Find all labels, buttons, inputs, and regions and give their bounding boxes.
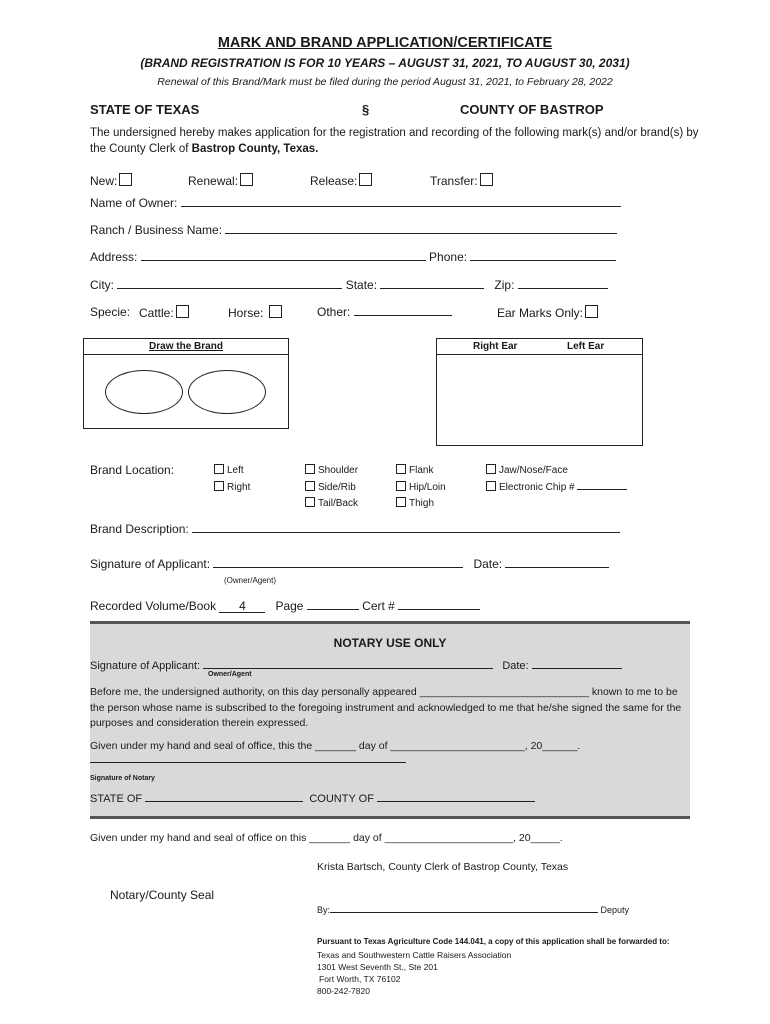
loc-right[interactable] xyxy=(214,481,250,493)
transfer-checkbox[interactable] xyxy=(480,173,493,186)
new-checkbox[interactable] xyxy=(119,173,132,186)
brand-oval-left xyxy=(105,370,183,414)
horse-label: Horse: xyxy=(228,306,264,320)
loc-left-label: Left xyxy=(227,465,244,476)
address-row xyxy=(90,250,616,264)
loc-flank-checkbox[interactable] xyxy=(396,464,406,474)
loc-shoulder[interactable] xyxy=(305,464,358,476)
loc-side-rib-label: Side/Rib xyxy=(318,482,356,493)
loc-thigh-checkbox[interactable] xyxy=(396,497,406,507)
phone-field[interactable] xyxy=(470,250,616,261)
pursuant-note: Pursuant to Texas Agriculture Code 144.041, a copy of this application shall be forwarded to: xyxy=(317,937,670,946)
notary-sig-field[interactable] xyxy=(203,658,493,669)
loc-left[interactable] xyxy=(214,464,244,476)
notary-county-field[interactable] xyxy=(377,791,535,802)
notary-state-field[interactable] xyxy=(145,791,303,802)
intro-county: Bastrop County, Texas. xyxy=(191,142,319,155)
notary-before-me: Before me, the undersigned authority, on this day personally appeared _____________________________ known to me to be the person whose name is subscribed to the foregoing instrument and acknowledged to me that he/she signed the same for the purposes and consideration therein expressed. xyxy=(90,686,682,729)
state-heading: STATE OF TEXAS xyxy=(90,102,200,117)
renewal-label: Renewal: xyxy=(188,174,239,188)
specie-label: Specie: xyxy=(90,305,131,319)
notary-date-label: Date: xyxy=(502,660,529,672)
signature-row xyxy=(90,557,609,571)
loc-jaw-checkbox[interactable] xyxy=(486,464,496,474)
loc-tail-back[interactable] xyxy=(305,497,358,509)
new-label: New: xyxy=(90,174,118,188)
owner-label: Name of Owner: xyxy=(90,196,178,210)
county-heading: COUNTY OF BASTROP xyxy=(460,102,604,117)
page-label: Page xyxy=(275,599,304,613)
loc-right-label: Right xyxy=(227,482,251,493)
volume-field[interactable]: 4 xyxy=(219,600,265,613)
ear-marks-label: Ear Marks Only: xyxy=(497,306,584,320)
deputy-field[interactable] xyxy=(330,904,598,913)
renewal-note: Renewal of this Brand/Mark must be filed during the period August 31, 2021, to February 28, 2022 xyxy=(157,76,613,88)
page-field[interactable] xyxy=(307,599,359,610)
ear-marks-option[interactable] xyxy=(497,305,598,320)
loc-electronic-chip[interactable] xyxy=(486,481,627,493)
cattle-option[interactable] xyxy=(139,305,189,320)
cert-field[interactable] xyxy=(398,599,480,610)
ranch-row xyxy=(90,223,617,237)
loc-side-rib[interactable] xyxy=(305,481,356,493)
tscra-city: Fort Worth, TX 76102 xyxy=(319,974,401,984)
description-field[interactable] xyxy=(192,522,620,533)
cattle-label: Cattle: xyxy=(139,306,174,320)
loc-chip-checkbox[interactable] xyxy=(486,481,496,491)
renewal-checkbox[interactable] xyxy=(240,173,253,186)
section-symbol: § xyxy=(362,102,370,117)
city-row xyxy=(90,278,608,292)
city-label: City: xyxy=(90,278,114,292)
loc-thigh-label: Thigh xyxy=(409,498,435,509)
horse-option[interactable] xyxy=(228,305,282,320)
notary-section xyxy=(90,621,690,819)
transfer-option[interactable] xyxy=(430,173,493,188)
tscra-phone: 800-242-7820 xyxy=(317,986,370,996)
other-field[interactable] xyxy=(354,305,452,316)
cattle-checkbox[interactable] xyxy=(176,305,189,318)
address-field[interactable] xyxy=(141,250,426,261)
notary-date-field[interactable] xyxy=(532,658,622,669)
left-ear-label: Left Ear xyxy=(567,341,605,352)
cert-label: Cert # xyxy=(362,599,395,613)
loc-jaw-label: Jaw/Nose/Face xyxy=(499,465,568,476)
other-option xyxy=(317,305,452,319)
tscra-street: 1301 West Seventh St., Ste 201 xyxy=(317,962,438,972)
state-label: State: xyxy=(345,278,378,292)
form-subtitle: (BRAND REGISTRATION IS FOR 10 YEARS – AUGUST 31, 2021, TO AUGUST 30, 2031) xyxy=(140,56,630,70)
loc-hip-loin-checkbox[interactable] xyxy=(396,481,406,491)
signature-field[interactable] xyxy=(213,557,463,568)
ranch-field[interactable] xyxy=(225,223,617,234)
draw-brand-label: Draw the Brand xyxy=(84,339,288,355)
chip-number-field[interactable] xyxy=(577,481,627,490)
loc-hip-loin[interactable] xyxy=(396,481,446,493)
transfer-label: Transfer: xyxy=(430,174,478,188)
loc-shoulder-checkbox[interactable] xyxy=(305,464,315,474)
loc-tail-back-label: Tail/Back xyxy=(318,498,359,509)
notary-owner-agent: Owner/Agent xyxy=(208,671,252,678)
horse-checkbox[interactable] xyxy=(269,305,282,318)
zip-field[interactable] xyxy=(518,278,608,289)
recorded-row xyxy=(90,599,480,613)
ear-marks-box[interactable] xyxy=(436,338,643,446)
description-row xyxy=(90,522,620,536)
loc-chip-label: Electronic Chip # xyxy=(499,482,575,493)
notary-state-label: STATE OF xyxy=(90,793,143,805)
ear-box-header xyxy=(437,339,642,355)
address-label: Address: xyxy=(90,250,138,264)
notary-sig-row xyxy=(90,658,622,672)
brand-oval-right xyxy=(188,370,266,414)
footer-given: Given under my hand and seal of office on this _______ day of ______________________, 20_____. xyxy=(90,832,563,844)
loc-shoulder-label: Shoulder xyxy=(318,465,359,476)
intro-text: The undersigned hereby makes application for the registration and recording of the following mark(s) and/or brand(s) by the County Clerk of xyxy=(90,127,699,155)
right-ear-label: Right Ear xyxy=(473,341,518,352)
signature-label: Signature of Applicant: xyxy=(90,557,211,571)
release-option[interactable] xyxy=(310,173,372,188)
city-field[interactable] xyxy=(117,278,342,289)
loc-thigh[interactable] xyxy=(396,497,434,509)
other-label: Other: xyxy=(317,305,351,319)
by-label: By: xyxy=(317,905,331,915)
notary-state-county-row xyxy=(90,791,535,805)
notary-sig-line[interactable] xyxy=(90,762,406,763)
notary-title: NOTARY USE ONLY xyxy=(333,636,447,650)
renewal-option[interactable] xyxy=(188,173,253,188)
notary-county-label: COUNTY OF xyxy=(309,793,374,805)
tscra-name: Texas and Southwestern Cattle Raisers Association xyxy=(317,950,512,960)
deputy-label: Deputy xyxy=(600,905,630,915)
loc-jaw-nose-face[interactable] xyxy=(486,464,568,476)
new-option[interactable] xyxy=(90,173,132,188)
clerk-name: Krista Bartsch, County Clerk of Bastrop County, Texas xyxy=(317,861,569,873)
notary-sig-label-small: Signature of Notary xyxy=(90,775,155,782)
brand-location-label: Brand Location: xyxy=(90,463,175,477)
phone-label: Phone: xyxy=(429,250,468,264)
loc-right-checkbox[interactable] xyxy=(214,481,224,491)
signature-date-field[interactable] xyxy=(505,557,609,568)
loc-flank[interactable] xyxy=(396,464,433,476)
owner-field[interactable] xyxy=(181,196,621,207)
signature-date-label: Date: xyxy=(473,557,503,571)
intro-paragraph xyxy=(90,126,700,157)
description-label: Brand Description: xyxy=(90,522,189,536)
ranch-label: Ranch / Business Name: xyxy=(90,223,223,237)
owner-row xyxy=(90,196,621,210)
release-checkbox[interactable] xyxy=(359,173,372,186)
loc-tail-back-checkbox[interactable] xyxy=(305,497,315,507)
owner-agent-sublabel: (Owner/Agent) xyxy=(224,576,277,585)
loc-left-checkbox[interactable] xyxy=(214,464,224,474)
draw-brand-box[interactable] xyxy=(83,338,289,429)
deputy-row xyxy=(317,904,629,915)
form-title: MARK AND BRAND APPLICATION/CERTIFICATE xyxy=(217,35,553,51)
zip-label: Zip: xyxy=(494,278,515,292)
state-field[interactable] xyxy=(380,278,484,289)
loc-side-rib-checkbox[interactable] xyxy=(305,481,315,491)
ear-marks-checkbox[interactable] xyxy=(585,305,598,318)
loc-hip-loin-label: Hip/Loin xyxy=(409,482,446,493)
seal-label: Notary/County Seal xyxy=(110,888,215,902)
volume-label: Recorded Volume/Book xyxy=(90,599,217,613)
notary-sig-label: Signature of Applicant: xyxy=(90,660,201,672)
release-label: Release: xyxy=(310,174,358,188)
loc-flank-label: Flank xyxy=(409,465,434,476)
notary-given: Given under my hand and seal of office, this the _______ day of _______________________, 20______. xyxy=(90,740,581,752)
